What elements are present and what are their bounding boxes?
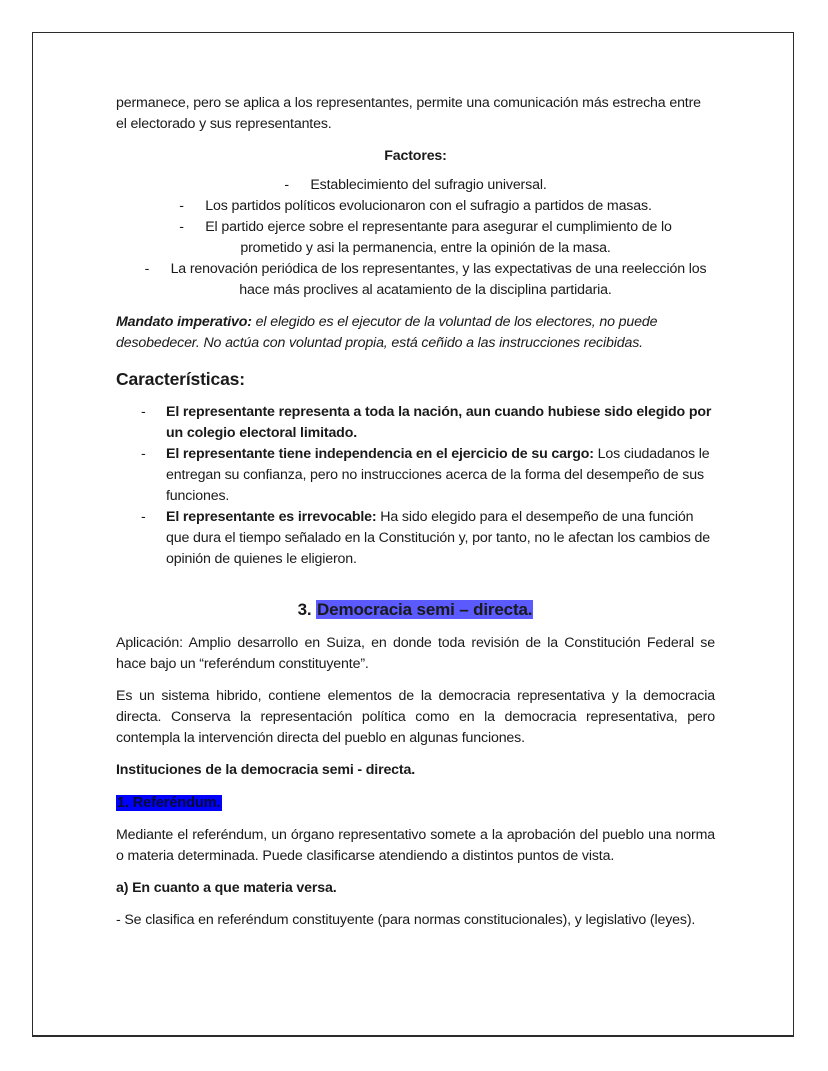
dash-bullet-icon: - <box>141 509 146 525</box>
caracteristica-text: Ha sido elegido para el desempeño de una función que dura el tiempo señalado en la Constitución y, por tanto, no le afectan los cambios de opinión de quienes le eligieron. <box>166 509 710 567</box>
mandato-imperativo-paragraph <box>116 312 715 354</box>
caracteristicas-heading: Características: <box>116 369 245 389</box>
caracteristica-bold: El representante es irrevocable: <box>166 509 377 525</box>
caracteristica-bold: El representante representa a toda la nación, aun cuando hubiese sido elegido por un colegio electoral limitado. <box>166 404 712 441</box>
mandato-label: Mandato imperativo: <box>116 314 252 330</box>
caracteristicas-list <box>116 402 715 570</box>
instituciones-heading: Instituciones de la democracia semi - directa. <box>116 762 416 778</box>
aplicacion-paragraph: Aplicación: Amplio desarrollo en Suiza, en donde toda revisión de la Constitución Federal se hace bajo un “referéndum constituyente”. <box>116 635 715 672</box>
referendum-paragraph: Mediante el referéndum, un órgano representativo somete a la aprobación del pueblo una norma o materia determinada. Puede clasificarse atendiendo a distintos puntos de vista. <box>116 827 715 864</box>
factor-item <box>116 217 715 259</box>
dash-bullet-icon: - <box>144 261 150 277</box>
factores-heading: Factores: <box>384 148 447 164</box>
sistema-hibrido-paragraph: Es un sistema hibrido, contiene elementos de la democracia representativa y la democracia directa. Conserva la representación política como en la democracia representativa, pero contempla la intervención directa del pueblo en algunas funciones. <box>116 688 715 746</box>
referendum-heading <box>116 792 715 814</box>
section-3-heading <box>116 598 715 622</box>
page-content <box>116 93 715 942</box>
dash-bullet-icon: - <box>179 219 184 235</box>
dash-bullet-icon: - <box>141 404 146 420</box>
dash-bullet-icon: - <box>141 446 146 462</box>
factor-text: El partido ejerce sobre el representante para asegurar el cumplimiento de lo prometido y asi la permanencia, entre la opinión de la masa. <box>205 219 672 256</box>
factor-text: Establecimiento del sufragio universal. <box>310 177 547 193</box>
section-3-title-highlighted: Democracia semi – directa. <box>317 600 533 619</box>
materia-paragraph: - Se clasifica en referéndum constituyente (para normas constitucionales), y legislativo (leyes). <box>116 912 696 928</box>
caracteristica-item <box>116 444 715 507</box>
document-page <box>32 32 794 1037</box>
dash-bullet-icon: - <box>179 198 184 214</box>
caracteristica-item <box>116 507 715 570</box>
section-3-number: 3. <box>297 600 317 619</box>
factor-item <box>116 259 715 301</box>
intro-paragraph: permanece, pero se aplica a los representantes, permite una comunicación más estrecha entre el electorado y sus representantes. <box>116 95 701 132</box>
caracteristica-bold: El representante tiene independencia en el ejercicio de su cargo: <box>166 446 594 462</box>
factor-item <box>116 175 715 196</box>
referendum-title-highlighted: 1. Referéndum. <box>117 795 221 811</box>
factor-item <box>116 196 715 217</box>
factor-text: La renovación periódica de los representantes, y las expectativas de una reelección los hace más proclives al acatamiento de la disciplina partidaria. <box>170 261 707 298</box>
factor-text: Los partidos políticos evolucionaron con el sufragio a partidos de masas. <box>205 198 652 214</box>
dash-bullet-icon: - <box>284 177 289 193</box>
caracteristica-item <box>116 402 715 444</box>
factores-list <box>116 175 715 301</box>
mandato-text: el elegido es el ejecutor de la voluntad de los electores, no puede desobedecer. No actúa con voluntad propia, está ceñido a las instrucciones recibidas. <box>116 314 658 351</box>
materia-subheading: a) En cuanto a que materia versa. <box>116 880 337 896</box>
caracteristica-text: Los ciudadanos le entregan su confianza, pero no instrucciones acerca de la forma del desempeño de sus funciones. <box>166 446 710 504</box>
